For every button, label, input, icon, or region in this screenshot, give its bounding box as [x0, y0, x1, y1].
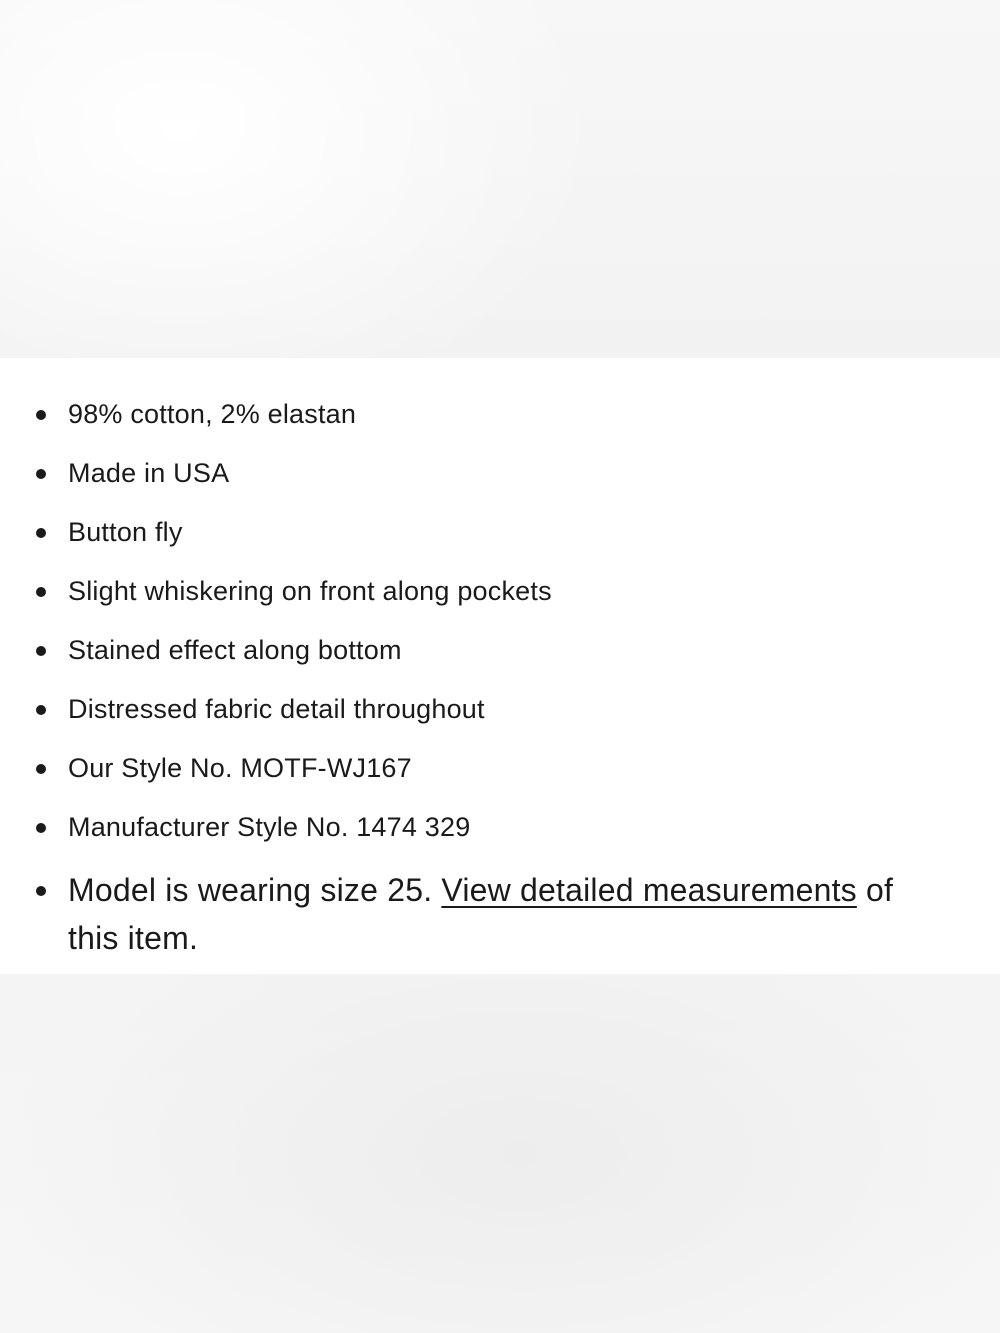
view-measurements-link[interactable]: View detailed measurements [441, 872, 857, 908]
product-image-area-top [0, 0, 1000, 358]
model-size-text: Model is wearing size 25. [68, 872, 442, 908]
bullet-icon [36, 646, 46, 656]
detail-item-fabric [0, 394, 1000, 434]
detail-item-stained [0, 630, 1000, 670]
detail-text: Slight whiskering on front along pockets [68, 576, 552, 606]
bullet-icon [36, 705, 46, 715]
detail-item-whiskering [0, 571, 1000, 611]
bullet-icon [36, 587, 46, 597]
bullet-icon [36, 469, 46, 479]
detail-item-closure [0, 512, 1000, 552]
detail-text: Made in USA [68, 458, 230, 488]
detail-text: Distressed fabric detail throughout [68, 694, 485, 724]
product-details-list [0, 394, 1000, 981]
detail-text: Our Style No. MOTF-WJ167 [68, 753, 412, 783]
detail-item-origin [0, 453, 1000, 493]
bullet-icon [36, 886, 46, 896]
detail-item-distressed [0, 689, 1000, 729]
model-size-suffix: of this item. [68, 872, 894, 956]
bullet-icon [36, 410, 46, 420]
bullet-icon [36, 528, 46, 538]
detail-item-style-no [0, 748, 1000, 788]
detail-text: Button fly [68, 517, 183, 547]
product-details-panel [0, 358, 1000, 974]
bullet-icon [36, 764, 46, 774]
detail-text: Manufacturer Style No. 1474 329 [68, 812, 471, 842]
detail-item-model-size [0, 866, 1000, 962]
detail-text: 98% cotton, 2% elastan [68, 399, 357, 429]
product-image-area-bottom [0, 974, 1000, 1333]
detail-text: Stained effect along bottom [68, 635, 402, 665]
detail-item-manufacturer-style [0, 807, 1000, 847]
bullet-icon [36, 823, 46, 833]
